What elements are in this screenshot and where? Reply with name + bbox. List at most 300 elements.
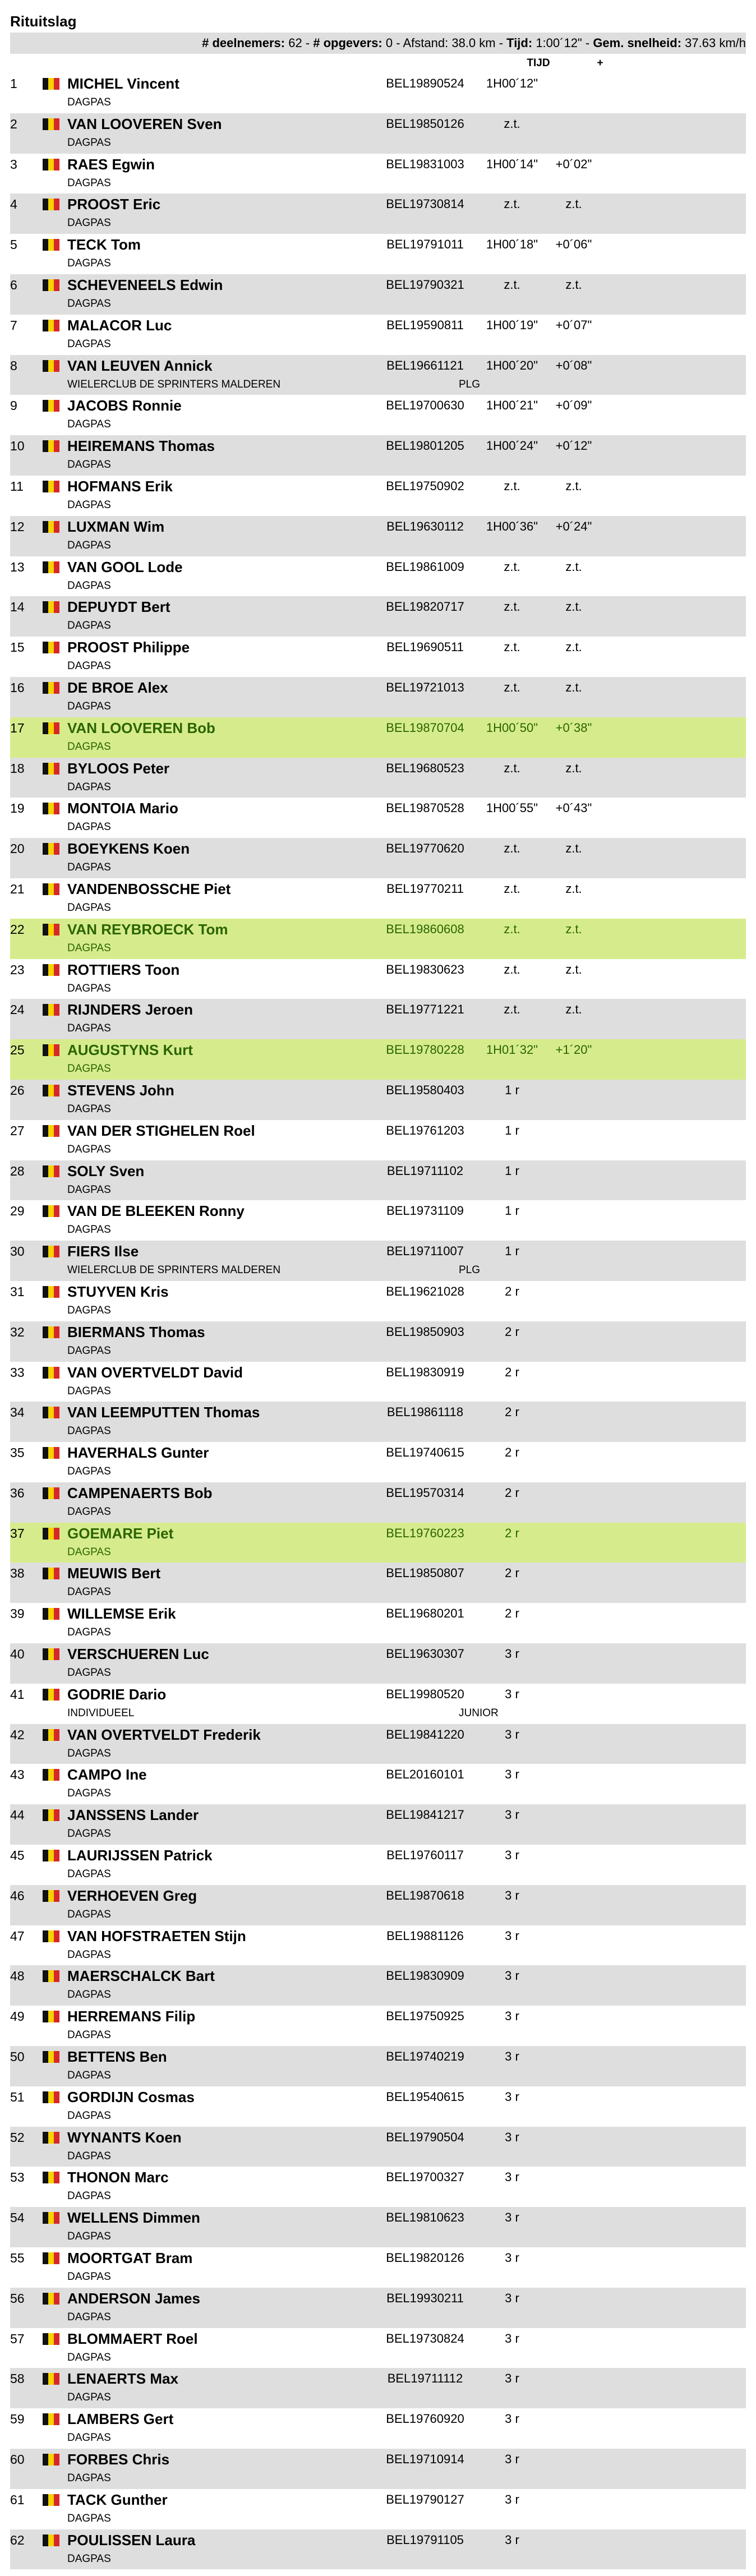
rider-club: DAGPAS xyxy=(67,660,111,672)
rider-club: DAGPAS xyxy=(67,700,111,712)
rider-license: BEL19630112 xyxy=(386,519,464,533)
race-summary: # deelnemers: 62 - # opgevers: 0 - Afstand: 38.0 km - Tijd: 1:00´12" - Gem. snelheid: 37.63 km/h xyxy=(10,33,746,54)
time-gap: +0´12" xyxy=(555,439,592,453)
position: 7 xyxy=(10,317,17,333)
rider-club: DAGPAS xyxy=(67,2351,111,2363)
finish-time: 3 r xyxy=(505,2412,519,2426)
result-row xyxy=(10,1402,746,1442)
rider-license: BEL19790321 xyxy=(386,277,464,292)
belgium-flag-icon xyxy=(43,1528,59,1540)
position: 29 xyxy=(10,1204,25,1219)
rider-club: DAGPAS xyxy=(67,1022,111,1035)
belgium-flag-icon xyxy=(43,521,59,533)
time-gap: z.t. xyxy=(565,1002,582,1017)
rider-name: BLOMMAERT Roel xyxy=(67,2330,198,2347)
rider-club: WIELERCLUB DE SPRINTERS MALDEREN xyxy=(67,1264,281,1277)
time-gap: +0´08" xyxy=(555,358,592,372)
result-row xyxy=(10,2489,746,2529)
rider-name: MOORTGAT Bram xyxy=(67,2250,193,2267)
rider-name: DE BROE Alex xyxy=(67,679,168,696)
time-gap: +0´06" xyxy=(555,237,592,252)
belgium-flag-icon xyxy=(43,2252,59,2264)
belgium-flag-icon xyxy=(43,400,59,412)
belgium-flag-icon xyxy=(43,2413,59,2425)
rider-club: DAGPAS xyxy=(67,2150,111,2162)
belgium-flag-icon xyxy=(43,2011,59,2022)
rider-license: BEL19621028 xyxy=(386,1284,464,1298)
position: 26 xyxy=(10,1082,25,1098)
finish-time: z.t. xyxy=(504,921,520,936)
belgium-flag-icon xyxy=(43,803,59,814)
rider-license: BEL19730814 xyxy=(386,197,464,211)
belgium-flag-icon xyxy=(43,1125,59,1137)
rider-name: HEIREMANS Thomas xyxy=(67,437,215,455)
time-gap: z.t. xyxy=(565,600,582,614)
rider-license: BEL19861118 xyxy=(386,1405,464,1420)
position: 42 xyxy=(10,1727,25,1742)
rider-club: DAGPAS xyxy=(67,2311,111,2323)
rider-club: DAGPAS xyxy=(67,942,111,954)
rider-license: BEL19810623 xyxy=(386,2210,464,2225)
rider-club: DAGPAS xyxy=(67,2512,111,2524)
rider-club: DAGPAS xyxy=(67,1425,111,1437)
rider-license: BEL19700327 xyxy=(386,2170,464,2185)
rider-club: DAGPAS xyxy=(67,1143,111,1155)
position: 56 xyxy=(10,2291,25,2306)
belgium-flag-icon xyxy=(43,682,59,694)
result-row xyxy=(10,1080,746,1120)
time-gap: z.t. xyxy=(565,559,582,574)
rider-license: BEL19721013 xyxy=(386,680,464,694)
belgium-flag-icon xyxy=(43,2494,59,2506)
time-gap: +0´24" xyxy=(555,519,592,533)
position: 31 xyxy=(10,1284,25,1299)
rider-club: DAGPAS xyxy=(67,740,111,753)
rider-name: WELLENS Dimmen xyxy=(67,2209,200,2227)
result-row xyxy=(10,2167,746,2207)
rider-name: DEPUYDT Bert xyxy=(67,598,170,616)
rider-license: BEL19580403 xyxy=(386,1082,464,1097)
rider-license: BEL19820126 xyxy=(386,2251,464,2265)
rider-license: BEL19760920 xyxy=(386,2412,464,2426)
rider-category: JUNIOR xyxy=(459,1707,499,1719)
rider-name: VAN LEEMPUTTEN Thomas xyxy=(67,1404,260,1421)
rider-name: ROTTIERS Toon xyxy=(67,961,180,978)
rider-license: BEL19870704 xyxy=(386,720,464,735)
rider-name: MAERSCHALCK Bart xyxy=(67,1967,215,1985)
position: 5 xyxy=(10,237,17,252)
rider-name: WILLEMSE Erik xyxy=(67,1605,176,1623)
position: 4 xyxy=(10,197,17,212)
finish-time: 3 r xyxy=(505,2009,519,2024)
belgium-flag-icon xyxy=(43,360,59,372)
rider-license: BEL19771221 xyxy=(386,1002,464,1017)
position: 45 xyxy=(10,1848,25,1863)
belgium-flag-icon xyxy=(43,1568,59,1579)
rider-club: DAGPAS xyxy=(67,1586,111,1598)
rider-name: RIJNDERS Jeroen xyxy=(67,1001,193,1019)
belgium-flag-icon xyxy=(43,883,59,895)
rider-name: VAN LOOVEREN Bob xyxy=(67,719,215,736)
rider-club: WIELERCLUB DE SPRINTERS MALDEREN xyxy=(67,378,281,390)
result-row xyxy=(10,677,746,717)
finish-time: 3 r xyxy=(505,2170,519,2185)
position: 43 xyxy=(10,1767,25,1782)
belgium-flag-icon xyxy=(43,642,59,653)
rider-license: BEL19750925 xyxy=(386,2009,464,2024)
rider-name: WYNANTS Koen xyxy=(67,2128,182,2146)
position: 19 xyxy=(10,801,25,816)
result-row xyxy=(10,154,746,194)
position: 36 xyxy=(10,1485,25,1500)
rider-license: BEL19731109 xyxy=(386,1204,464,1218)
belgium-flag-icon xyxy=(43,1769,59,1781)
rider-license: BEL19870528 xyxy=(386,801,464,815)
finish-time: z.t. xyxy=(504,1002,520,1017)
position: 55 xyxy=(10,2251,25,2266)
rider-club: DAGPAS xyxy=(67,1868,111,1881)
rider-license: BEL19881126 xyxy=(386,1928,464,1943)
rider-license: BEL19661121 xyxy=(386,358,464,372)
rider-license: BEL19780228 xyxy=(386,1043,464,1057)
position: 34 xyxy=(10,1405,25,1420)
rider-license: BEL19830623 xyxy=(386,962,464,976)
finish-time: 3 r xyxy=(505,1727,519,1741)
result-row xyxy=(10,1965,746,2006)
rider-license: BEL19760223 xyxy=(386,1526,464,1540)
position: 39 xyxy=(10,1606,25,1621)
rider-name: RAES Egwin xyxy=(67,155,155,173)
finish-time: 3 r xyxy=(505,1647,519,1661)
finish-time: 3 r xyxy=(505,1767,519,1782)
rider-license: BEL19761203 xyxy=(386,1123,464,1137)
result-row xyxy=(10,717,746,758)
position: 2 xyxy=(10,116,17,131)
rider-name: BIERMANS Thomas xyxy=(67,1323,205,1340)
belgium-flag-icon xyxy=(43,481,59,492)
result-row xyxy=(10,1362,746,1402)
result-row xyxy=(10,1845,746,1885)
result-row xyxy=(10,1281,746,1321)
time-gap: +0´07" xyxy=(555,317,592,332)
time-gap: z.t. xyxy=(565,197,582,211)
rider-license: BEL19831003 xyxy=(386,156,464,171)
result-row xyxy=(10,1925,746,1966)
rider-name: VAN OVERTVELDT Frederik xyxy=(67,1726,261,1743)
rider-name: PROOST Eric xyxy=(67,196,161,213)
rider-name: BETTENS Ben xyxy=(67,2048,167,2066)
position: 38 xyxy=(10,1566,25,1581)
time-label: Tijd: xyxy=(506,36,533,50)
belgium-flag-icon xyxy=(43,2051,59,2063)
rider-license: BEL19790127 xyxy=(386,2492,464,2506)
finish-time: z.t. xyxy=(504,197,520,211)
belgium-flag-icon xyxy=(43,1326,59,1338)
result-row xyxy=(10,2408,746,2449)
page-title: Rituitslag xyxy=(10,10,746,34)
rider-club: DAGPAS xyxy=(67,1747,111,1759)
rider-name: CAMPENAERTS Bob xyxy=(67,1484,213,1501)
finish-time: z.t. xyxy=(504,559,520,574)
rider-name: JANSSENS Lander xyxy=(67,1807,199,1824)
rider-name: VAN REYBROECK Tom xyxy=(67,920,228,938)
finish-time: 1H00´18" xyxy=(486,237,538,252)
time-gap: z.t. xyxy=(565,921,582,936)
finish-time: z.t. xyxy=(504,680,520,694)
rider-club: DAGPAS xyxy=(67,620,111,632)
position: 22 xyxy=(10,921,25,937)
belgium-flag-icon xyxy=(43,1608,59,1620)
rider-license: BEL19700630 xyxy=(386,398,464,413)
rider-club: DAGPAS xyxy=(67,1183,111,1196)
rider-name: MALACOR Luc xyxy=(67,316,172,334)
result-row xyxy=(10,2207,746,2247)
result-row xyxy=(10,919,746,959)
result-row xyxy=(10,355,746,395)
rider-club: DAGPAS xyxy=(67,177,111,189)
rider-club: DAGPAS xyxy=(67,539,111,551)
belgium-flag-icon xyxy=(43,2132,59,2144)
rider-name: STEVENS John xyxy=(67,1081,174,1099)
result-row xyxy=(10,2288,746,2328)
time-gap: +0´43" xyxy=(555,801,592,815)
position: 10 xyxy=(10,439,25,454)
result-row xyxy=(10,1442,746,1482)
belgium-flag-icon xyxy=(43,1729,59,1741)
finish-time: z.t. xyxy=(504,962,520,976)
result-row xyxy=(10,2328,746,2368)
rider-club: DAGPAS xyxy=(67,861,111,874)
rider-license: BEL19791011 xyxy=(386,237,464,252)
finish-time: 3 r xyxy=(505,2291,519,2305)
position: 59 xyxy=(10,2412,25,2427)
result-row xyxy=(10,2247,746,2288)
rider-club: DAGPAS xyxy=(67,96,111,108)
finish-time: 2 r xyxy=(505,1526,519,1540)
rider-license: BEL19830919 xyxy=(386,1365,464,1379)
rider-license: BEL19861009 xyxy=(386,559,464,574)
rider-license: BEL19850126 xyxy=(386,116,464,131)
result-row xyxy=(10,2449,746,2489)
rider-license: BEL19750902 xyxy=(386,478,464,493)
result-row xyxy=(10,2127,746,2167)
distance-label: Afstand: xyxy=(403,36,449,50)
finish-time: 1H00´55" xyxy=(486,801,538,815)
rider-license: BEL19690511 xyxy=(386,640,464,655)
rider-license: BEL19730824 xyxy=(386,2331,464,2345)
finish-time: 3 r xyxy=(505,2492,519,2506)
finish-time: 3 r xyxy=(505,2130,519,2144)
finish-time: z.t. xyxy=(504,116,520,131)
result-row xyxy=(10,1482,746,1523)
belgium-flag-icon xyxy=(43,2293,59,2305)
finish-time: 3 r xyxy=(505,2089,519,2104)
result-row xyxy=(10,315,746,355)
result-row xyxy=(10,2006,746,2046)
belgium-flag-icon xyxy=(43,159,59,170)
result-row xyxy=(10,1321,746,1362)
rider-name: STUYVEN Kris xyxy=(67,1283,169,1300)
result-row xyxy=(10,556,746,597)
position: 52 xyxy=(10,2130,25,2145)
finish-time: 3 r xyxy=(505,1848,519,1863)
finish-time: 1 r xyxy=(505,1244,519,1259)
position: 24 xyxy=(10,1002,25,1017)
result-row xyxy=(10,1764,746,1804)
belgium-flag-icon xyxy=(43,763,59,775)
position: 28 xyxy=(10,1163,25,1178)
rider-club: DAGPAS xyxy=(67,338,111,350)
rider-license: BEL19770211 xyxy=(386,881,464,896)
rider-club: DAGPAS xyxy=(67,2029,111,2042)
position: 37 xyxy=(10,1526,25,1541)
position: 6 xyxy=(10,277,17,292)
belgium-flag-icon xyxy=(43,2212,59,2224)
belgium-flag-icon xyxy=(43,561,59,573)
speed-value: 37.63 km/h xyxy=(685,36,746,50)
position: 44 xyxy=(10,1808,25,1823)
rider-license: BEL19830909 xyxy=(386,1969,464,1983)
finish-time: z.t. xyxy=(504,881,520,896)
rider-license: BEL19890524 xyxy=(386,76,464,90)
rider-club: DAGPAS xyxy=(67,579,111,592)
finish-time: z.t. xyxy=(504,277,520,292)
belgium-flag-icon xyxy=(43,1246,59,1257)
belgium-flag-icon xyxy=(43,78,59,90)
finish-time: 2 r xyxy=(505,1445,519,1460)
position: 58 xyxy=(10,2371,25,2386)
rider-club: DAGPAS xyxy=(67,499,111,511)
finish-time: 3 r xyxy=(505,2532,519,2547)
participants-label: # deelnemers: xyxy=(202,36,285,50)
position: 62 xyxy=(10,2532,25,2547)
position: 53 xyxy=(10,2170,25,2185)
finish-time: 2 r xyxy=(505,1405,519,1420)
result-row xyxy=(10,838,746,878)
participants-count: 62 xyxy=(288,36,302,50)
rider-license: BEL19740219 xyxy=(386,2049,464,2064)
position: 51 xyxy=(10,2089,25,2104)
rider-club: DAGPAS xyxy=(67,257,111,270)
finish-time: 1 r xyxy=(505,1123,519,1137)
finish-time: 2 r xyxy=(505,1566,519,1580)
time-gap: z.t. xyxy=(565,761,582,775)
finish-time: 1 r xyxy=(505,1204,519,1218)
rider-name: MICHEL Vincent xyxy=(67,75,179,92)
result-row xyxy=(10,1885,746,1925)
rider-name: BYLOOS Peter xyxy=(67,759,170,777)
finish-time: 2 r xyxy=(505,1365,519,1379)
time-gap: z.t. xyxy=(565,478,582,493)
belgium-flag-icon xyxy=(43,2373,59,2385)
result-row xyxy=(10,959,746,999)
finish-time: z.t. xyxy=(504,640,520,655)
time-gap: z.t. xyxy=(565,680,582,694)
finish-time: 2 r xyxy=(505,1485,519,1500)
belgium-flag-icon xyxy=(43,1809,59,1821)
finish-time: 1H00´21" xyxy=(486,398,538,413)
rider-license: BEL19870618 xyxy=(386,1888,464,1902)
belgium-flag-icon xyxy=(43,722,59,734)
rider-club: INDIVIDUEEL xyxy=(67,1707,135,1719)
finish-time: 3 r xyxy=(505,1928,519,1943)
position: 13 xyxy=(10,559,25,574)
belgium-flag-icon xyxy=(43,199,59,210)
belgium-flag-icon xyxy=(43,1085,59,1096)
finish-time: 1H00´20" xyxy=(486,358,538,372)
belgium-flag-icon xyxy=(43,1004,59,1016)
rider-license: BEL19980520 xyxy=(386,1686,464,1701)
belgium-flag-icon xyxy=(43,2534,59,2546)
rider-license: BEL19790504 xyxy=(386,2130,464,2144)
rider-name: VERHOEVEN Greg xyxy=(67,1887,197,1904)
belgium-flag-icon xyxy=(43,2454,59,2466)
rider-name: LAURIJSSEN Patrick xyxy=(67,1847,213,1864)
finish-time: 3 r xyxy=(505,2251,519,2265)
result-row xyxy=(10,476,746,516)
time-gap: +0´02" xyxy=(555,156,592,171)
rider-license: BEL19630307 xyxy=(386,1647,464,1661)
rider-license: BEL19770620 xyxy=(386,841,464,856)
result-row xyxy=(10,1120,746,1160)
result-row xyxy=(10,2368,746,2408)
position: 20 xyxy=(10,841,25,856)
rider-name: SOLY Sven xyxy=(67,1162,145,1179)
finish-time: 3 r xyxy=(505,2371,519,2386)
rider-name: HOFMANS Erik xyxy=(67,477,173,495)
rider-name: PROOST Philippe xyxy=(67,639,190,656)
belgium-flag-icon xyxy=(43,1970,59,1982)
distance-value: 38.0 km xyxy=(451,36,496,50)
result-row xyxy=(10,1724,746,1764)
rider-name: POULISSEN Laura xyxy=(67,2531,196,2549)
finish-time: 3 r xyxy=(505,1969,519,1983)
results-list xyxy=(10,73,746,2569)
result-row xyxy=(10,1523,746,1563)
rider-category: PLG xyxy=(459,378,481,390)
finish-time: 1 r xyxy=(505,1082,519,1097)
rider-club: DAGPAS xyxy=(67,901,111,914)
rider-license: BEL19710914 xyxy=(386,2452,464,2467)
finish-time: 1H00´14" xyxy=(486,156,538,171)
rider-name: AUGUSTYNS Kurt xyxy=(67,1042,193,1059)
rider-name: FORBES Chris xyxy=(67,2451,170,2468)
position: 23 xyxy=(10,962,25,977)
result-row xyxy=(10,878,746,919)
rider-license: BEL19711112 xyxy=(387,2371,463,2386)
rider-name: GORDIJN Cosmas xyxy=(67,2088,195,2105)
rider-name: VAN DE BLEEKEN Ronny xyxy=(67,1202,245,1220)
rider-name: VANDENBOSSCHE Piet xyxy=(67,880,231,897)
time-gap: +0´09" xyxy=(555,398,592,413)
rider-license: BEL19570314 xyxy=(386,1485,464,1500)
result-row xyxy=(10,274,746,315)
time-gap: +1´20" xyxy=(555,1043,592,1057)
rider-club: DAGPAS xyxy=(67,297,111,310)
belgium-flag-icon xyxy=(43,1165,59,1177)
rider-club: DAGPAS xyxy=(67,2271,111,2283)
rider-name: MEUWIS Bert xyxy=(67,1565,161,1582)
rider-license: BEL19801205 xyxy=(386,439,464,453)
rider-name: FIERS Ilse xyxy=(67,1243,139,1260)
time-gap: z.t. xyxy=(565,881,582,896)
position: 60 xyxy=(10,2452,25,2467)
finish-time: 3 r xyxy=(505,1808,519,1822)
rider-license: BEL19850903 xyxy=(386,1324,464,1339)
belgium-flag-icon xyxy=(43,843,59,855)
rider-club: DAGPAS xyxy=(67,1989,111,2001)
belgium-flag-icon xyxy=(43,1286,59,1298)
